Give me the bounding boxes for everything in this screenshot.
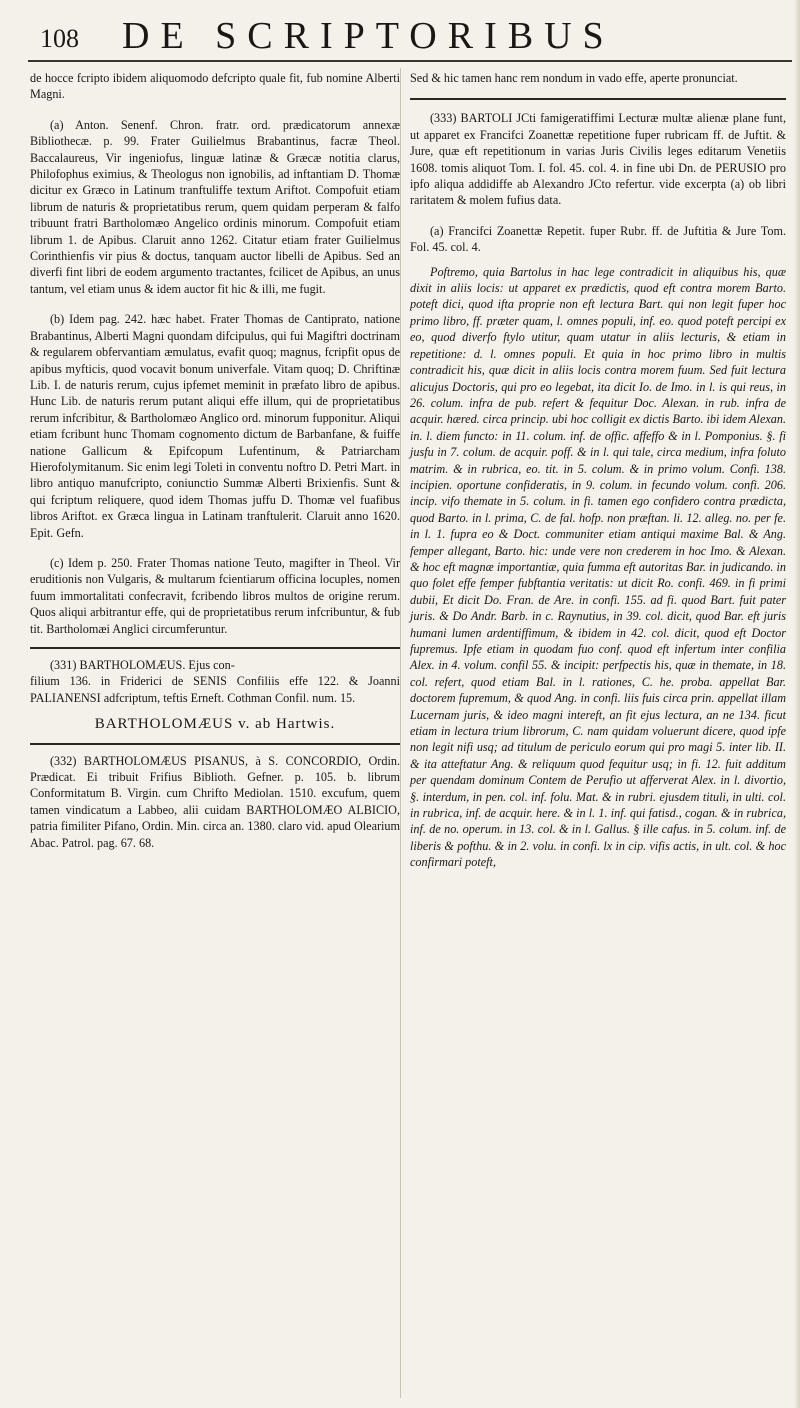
- running-head: DE SCRIPTORIBUS: [122, 15, 615, 57]
- page-number: 108: [40, 24, 79, 53]
- page-header: [30, 10, 790, 56]
- entry-separator: [410, 98, 786, 100]
- footnote-zoanetta: (a) Francifci Zoanettæ Repetit. fuper Rubr. ff. de Juftitia & Jure Tom. Fol. 45. col. 4.: [410, 223, 786, 255]
- header-rule: [28, 60, 792, 62]
- cross-reference-heading: BARTHOLOMÆUS v. ab Hartwis.: [94, 716, 336, 733]
- entry-separator: [30, 743, 400, 745]
- left-column: [30, 70, 400, 851]
- entry-331-head: (331) BARTHOLOMÆUS. Ejus con-: [50, 658, 235, 672]
- page-edge: [794, 0, 800, 1408]
- entry-331-text: filium 136. in Friderici de SENIS Confiliis effe 122. & Joanni PALIANENSI adfcriptum, teftis Erneft. Cothman Confil. num. 15.: [30, 674, 400, 705]
- right-paragraph-1: Sed & hic tamen hanc rem nondum in vado effe, aperte pronunciat.: [410, 71, 738, 85]
- right-column: [410, 70, 786, 871]
- entry-separator: [30, 647, 400, 649]
- footnote-b: (b) Idem pag. 242. hæc habet. Frater Thomas de Cantiprato, natione Brabantinus, Alberti Magni quondam difcipulus, qui fui Magiftri doctrinam & regularem obfervantiam æmulatus, evafit quoq; magnus, fcripfit opus de apibus myfticis, quod vocavit bonum univerfale. Vitam quoq; D. Chriftinæ Lib. I. de naturis rerum, cujus ipfemet meminit in præfato libro de apibus. Hunc Lib. de naturis rerum putant aliqui effe illum, qui de proprietatibus rerum infcribitur, & Bartholomæo Anglico ord. minorum fupponitur. Aliqui etiam fcribunt hunc Thomam cognomento dictum de Barbanfane, & fuiffe natione Gallicum & Epifcopum Lufentinum, & Patriarcham Hierofolymitanum. Sic enim legi Toleti in conventu noftro D. Petri Mart. in libro antiquo manufcripto, coniunctio Summæ Alberti Brixienfis. Sunt & qui fcriptum reliquere, quod idem Thomas juffu D. Thomæ vel fuafibus libros Ariftot. ex Græca lingua in Latinam tranftulerit. Claruit anno 1620. Epit. Gefn.: [30, 312, 400, 540]
- entry-332: (332) BARTHOLOMÆUS PISANUS, à S. CONCORDIO, Ordin. Prædicat. Ei tribuit Frifius Biblioth. Gefner. p. 105. b. librum Conformitatum B. Virgin. cum Chrifto Mediolan. 1510. excufum, quem tamen vindicatum a Labbeo, alii cuidam BARTHOLOMÆO ALBICIO, patria fimiliter Pifano, Ordin. Min. circa an. 1380. claro vid. apud Olearium Abac. Patrol. pag. 67. 68.: [30, 753, 400, 850]
- entry-333: (333) BARTOLI JCti famigeratiffimi Lecturæ multæ alienæ plane funt, ut apparet ex Francifci Zoanettæ repetitione fuper rubricam ff. de Juftit. & Jure, quæ eft repetitionum in varias Juris Civilis leges editarum Venetiis 1608. tomis aliquot Tom. I. fol. 45. col. 4. in fine ubi Dn. de PERUSIO pro ipfo aliqua addidiffe ab Alexandro JCto refertur. vide excerpta (a) ob libri raritatem & molem fufius data.: [410, 111, 786, 208]
- footnote-c: (c) Idem p. 250. Frater Thomas natione Teuto, magifter in Theol. Vir eruditionis non Vulgaris, & multarum fcientiarum officina locuples, nomen fuum immortalitati confecravit, fcribendo libros multos de origine rerum. Quos aliqui arbitrantur effe, qui de proprietatibus rerum infcribuntur, & fub tit. Bartholomæi Anglici circumferuntur.: [30, 555, 400, 636]
- footnote-a: (a) Anton. Senenf. Chron. fratr. ord. prædicatorum annexæ Bibliothecæ. p. 99. Frater Guilielmus Brabantinus, facræ Theol. Baccalaureus, Vir ingeniofus, linguæ latinæ & Græcæ notitia clarus, Philofophus eximius, & Theologus non ignobilis, ad inftantiam D. Thomæ dicitur ex Græco in Latinum tranftuliffe textum Ariftot. Compofuit etiam librum de naturis & proprietatibus rerum, quem quidam perperam & falfo tribuunt fratri Bartholomæo Angelico ordinis minorum. Compofuit etiam librum 1. de Apibus. Claruit anno 1262. Citatur etiam frater Guilielmus Corinthienfis vir pius & doctus, tanquam auctor libelli de Apibus. Sed an diverfi fint libri de eodem argumento tractantes, fcilicet de Apibus, an unus tantum, vel etiam unus & idem auctor fit hic & illi, me fugit.: [30, 117, 400, 296]
- left-paragraph-1: de hocce fcripto ibidem aliquomodo defcripto quale fit, fub nomine Alberti Magni.: [30, 71, 400, 102]
- quoted-excerpt: Poftremo, quia Bartolus in hac lege contradicit in aliquibus his, quæ dixit in aliis locis: ut apparet ex prædictis, quod eft contra morem Barto. poteft dici, quod ifta proprie non eft lectura Bart. qui non legit fuper hoc primo libro, ff. præter quam, l. omnes populi, inf. eo. quod poteft percipi ex eo, quod diverfo ftylo utitur, quam utatur in aliis lecturis, & etiam in repetitione: d. l. omnes populi. Et quia in hoc primo libro in multis contradicit his, quæ dicit in aliis locis contra morem fuum. Sed fuit lectura alicujus Doctoris, qui pro eo legebat, ita dicit Io. de Imo. in l. is qui reus, in 26. colum. infra de pub. refert & fequitur Doc. Alexan. in rub. infra de acquir. hæred. circa princip. ubi hoc colligit ex dictis Barto. ibi idem Alexan. in. l. diem functo: in 11. colum. inf. de offic. affeffo & in l. Pomponius. §. fi jusfu in 7. colum. de acquir. poff. & in l. qui tale, circa medium, infra foluto matrim. & in rubrica, eo. tit. in 5. colum. & in primo volum. Confi. 138. incipien. oportune confideratis, in 9. colum. in fecundo volum. confi. 206. incip. vifo themate in 5. colum. in fi. tamen ego confidero contra prædicta, quod Barto. in l. prima, C. de fal. hofp. non præftan. li. 12. alleg. no. per fe. in l. 1. fupra eo & Doct. communiter etiam antiqui maxime Bal. & Ang. femper allegant, Barto. hic: unde vere non crederem in hoc Imo. & Alexan. & hoc eft magnæ importantiæ, quia fumma eft autoritas Bar. in judicando. in quo folet effe femper fubftantia veritatis: ut dicit Ro. confi. 469. in fi primi dubii, Et dicit Do. Fran. de Are. in confi. 155. ad fi. quod Bart. fuit pater juris. & Do Andr. Barb. in c. Raynutius, in 39. col. dicit, quod Bar. eft juris humani lumen ardentiffimum, & ibidem in 42. col. dicit, quod eft Doctor fupremus. Ipfe etiam in quodam fuo conf. quod eft infertum inter confilia Alex. in 4. volum. confil 55. & incipit: perfpectis his, quæ in themate, in 18. col. refert, quod etiam Bal. in l. rationes, C. he. proba. appellat Bar. doctorem fupremum, & quod Ang. in confi. liis fuis circa prin. appellat illam Lucernam juris, & ideo magni intereft, an fit ejus lectura, an ne 134. ficut etiam in lectura trium librorum, C. nam quidam voluerunt dicere, quod ipfe non legit nifi usq; ad titulum de periculo eorum qui pro magi 5. inter lib. II. & ita atteftatur Ang. & reliquum quod fequitur usq; in fi. 12. fuit additum per quendam dominum Contem de Perufio ut afferverat Alex. in l. divortio, §. interdum, in pen. col. inf. folu. Mat. & in rubri. ejusdem tituli, in ulti. col. in rubrica, inf. de acquir. here. & in l. 1. inf. qui fatisd., cogan. & in rubrica, inf. de no. operum. in 13. col. & in l. Gallus. § ille cafus. in 5. colum. inf. de liberis & pofthu. & in 2. volu. in confi. lx in cip. vifis actis, in ult. col. & hoc confirmari poteft,: [410, 264, 786, 870]
- column-divider: [400, 68, 401, 1398]
